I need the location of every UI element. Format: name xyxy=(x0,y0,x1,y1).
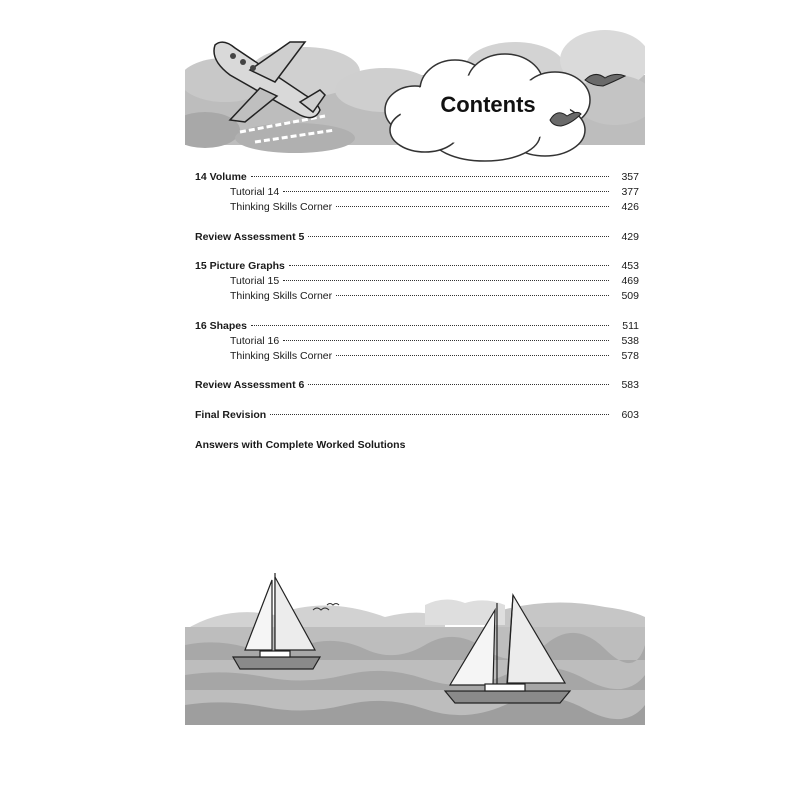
toc-entry-label: Final Revision xyxy=(195,408,267,421)
toc-entry-thinking-skills-14 xyxy=(195,200,639,215)
toc-entry-page: 511 xyxy=(622,319,639,332)
toc-entry-page: 377 xyxy=(621,186,639,198)
toc-entry-page: 509 xyxy=(621,290,639,302)
toc-entry-chapter-14 xyxy=(195,170,639,185)
toc-entry-page: 453 xyxy=(621,260,639,272)
leader-dots xyxy=(308,384,609,385)
leader-dots xyxy=(251,325,609,326)
toc-entry-tutorial-16 xyxy=(195,334,639,349)
toc-entry-label: Thinking Skills Corner xyxy=(230,349,333,362)
toc-entry-label: Tutorial 16 xyxy=(230,334,280,347)
leader-dots xyxy=(336,355,609,356)
toc-entry-thinking-skills-16 xyxy=(195,349,639,364)
answers-heading: Answers with Complete Worked Solutions xyxy=(195,439,406,451)
toc-entry-final-revision xyxy=(195,408,639,423)
toc-entry-label: Review Assessment 6 xyxy=(195,379,305,391)
toc-entry-label: 15 Picture Graphs xyxy=(195,260,285,272)
toc-entry-review-5 xyxy=(195,230,639,245)
toc-entry-page: 429 xyxy=(621,230,639,243)
toc-entry-label: 16 Shapes xyxy=(195,319,247,332)
toc-entry-page: 426 xyxy=(621,201,639,213)
leader-dots xyxy=(308,236,609,237)
toc-entry-label: Tutorial 15 xyxy=(230,275,280,287)
toc-entry-page: 357 xyxy=(621,171,639,183)
leader-dots xyxy=(251,176,609,177)
toc-entry-label: Thinking Skills Corner xyxy=(230,201,333,213)
leader-dots xyxy=(289,265,609,266)
footer-illustration xyxy=(185,565,645,725)
leader-dots xyxy=(283,191,609,192)
toc-entry-tutorial-15 xyxy=(195,274,639,289)
leader-dots xyxy=(283,340,609,341)
toc-entry-chapter-16 xyxy=(195,319,639,334)
toc-entry-page: 578 xyxy=(621,349,639,362)
toc-entry-page: 469 xyxy=(621,275,639,287)
toc-entry-label: Review Assessment 5 xyxy=(195,230,305,243)
toc-entry-tutorial-14 xyxy=(195,185,639,200)
toc-entry-thinking-skills-15 xyxy=(195,289,639,304)
toc-entry-label: Thinking Skills Corner xyxy=(230,290,333,302)
leader-dots xyxy=(336,295,609,296)
toc-entry-label: 14 Volume xyxy=(195,171,247,183)
toc-entry-page: 583 xyxy=(621,379,639,391)
toc-entry-label: Tutorial 14 xyxy=(230,186,280,198)
table-of-contents xyxy=(195,170,639,423)
page-title: Contents xyxy=(440,92,536,117)
toc-entry-chapter-15 xyxy=(195,259,639,274)
leader-dots xyxy=(336,206,609,207)
toc-entry-page: 603 xyxy=(621,408,639,421)
leader-dots xyxy=(283,280,609,281)
leader-dots xyxy=(270,414,609,415)
toc-entry-review-6 xyxy=(195,378,639,393)
toc-entry-page: 538 xyxy=(621,334,639,347)
